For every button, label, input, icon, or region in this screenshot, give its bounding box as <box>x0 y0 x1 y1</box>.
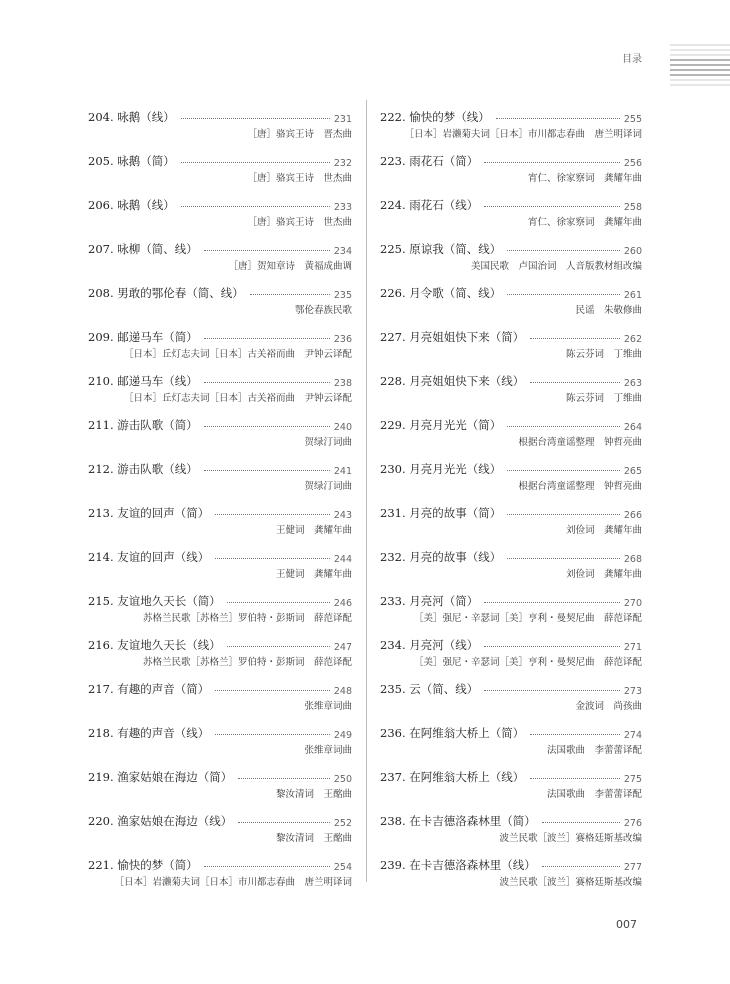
toc-entry-credit: ［唐］骆宾王诗 晋杰曲 <box>247 129 352 140</box>
toc-entry-page: 254 <box>333 862 352 873</box>
toc-entry[interactable] <box>88 147 352 191</box>
toc-title-line <box>380 279 642 301</box>
toc-entry-credit: ［日本］岩濑菊夫词［日本］市川都志春曲 唐兰明译词 <box>114 877 352 888</box>
toc-title-line <box>88 763 352 785</box>
toc-entry-page: 266 <box>623 510 642 521</box>
toc-entry-page: 238 <box>333 378 352 389</box>
toc-entry-page: 262 <box>623 334 642 345</box>
toc-entry-title: 219. 渔家姑娘在海边（简） <box>88 770 233 784</box>
toc-entry-credit: ［唐］骆宾王诗 世杰曲 <box>247 173 352 184</box>
toc-title-line <box>380 367 642 389</box>
toc-entry-page: 235 <box>333 290 352 301</box>
toc-entry-page: 232 <box>333 158 352 169</box>
toc-entry[interactable] <box>380 587 642 631</box>
toc-entry-credit: 宵仁、徐家察词 龚耀年曲 <box>527 173 642 184</box>
dot-leader <box>215 734 330 735</box>
toc-entry[interactable] <box>380 191 642 235</box>
dot-leader <box>530 338 620 339</box>
toc-entry-page: 260 <box>623 246 642 257</box>
toc-title-line <box>380 147 642 169</box>
toc-entry[interactable] <box>380 499 642 543</box>
toc-entry-credit: ［日本］丘灯志夫词［日本］古关裕而曲 尹钟云译配 <box>123 393 352 404</box>
toc-entry-page: 258 <box>623 202 642 213</box>
toc-entry-page: 246 <box>333 598 352 609</box>
dot-leader <box>484 690 620 691</box>
toc-entry-credit: ［美］强尼・辛瑟词［美］亨利・曼契尼曲 薛范译配 <box>413 613 642 624</box>
toc-entry-credit: 民谣 朱敬修曲 <box>575 305 642 316</box>
toc-entry[interactable] <box>88 851 352 895</box>
dot-leader <box>181 162 330 163</box>
toc-title-line <box>380 851 642 873</box>
toc-entry-page: 244 <box>333 554 352 565</box>
toc-entry-credit: 法国歌曲 李蕾蕾译配 <box>546 789 642 800</box>
toc-entry-credit: 王健词 龚耀年曲 <box>275 569 352 580</box>
page-number: 007 <box>616 918 637 931</box>
toc-entry-title: 212. 游击队歌（线） <box>88 462 198 476</box>
toc-entry[interactable] <box>88 763 352 807</box>
toc-title-line <box>88 631 352 653</box>
toc-entry-title: 226. 月令歌（简、线） <box>380 286 502 300</box>
toc-entry[interactable] <box>88 543 352 587</box>
toc-entry-page: 268 <box>623 554 642 565</box>
toc-entry[interactable] <box>88 455 352 499</box>
toc-entry-page: 231 <box>333 114 352 125</box>
toc-entry-title: 228. 月亮姐姐快下来（线） <box>380 374 525 388</box>
toc-entry-page: 240 <box>333 422 352 433</box>
dot-leader <box>507 558 620 559</box>
toc-entry-title: 234. 月亮河（线） <box>380 638 479 652</box>
toc-entry-title: 235. 云（简、线） <box>380 682 479 696</box>
toc-entry[interactable] <box>380 807 642 851</box>
toc-entry-title: 229. 月亮月光光（简） <box>380 418 502 432</box>
dot-leader <box>215 514 330 515</box>
toc-entry-page: 261 <box>623 290 642 301</box>
dot-leader <box>181 118 330 119</box>
dot-leader <box>484 646 620 647</box>
dot-leader <box>227 646 330 647</box>
toc-entry-credit: 宵仁、徐家察词 龚耀年曲 <box>527 217 642 228</box>
toc-entry-page: 273 <box>623 686 642 697</box>
toc-entry[interactable] <box>380 367 642 411</box>
toc-entry-title: 218. 有趣的声音（线） <box>88 726 210 740</box>
toc-entry-page: 277 <box>623 862 642 873</box>
toc-entry[interactable] <box>88 323 352 367</box>
toc-entry[interactable] <box>88 631 352 675</box>
toc-entry[interactable] <box>380 675 642 719</box>
toc-entry-page: 247 <box>333 642 352 653</box>
toc-entry[interactable] <box>88 499 352 543</box>
toc-entry-page: 271 <box>623 642 642 653</box>
toc-entry-credit: 苏格兰民歌［苏格兰］罗伯特・彭斯词 薛范译配 <box>142 657 352 668</box>
dot-leader <box>238 822 330 823</box>
dot-leader <box>204 338 330 339</box>
toc-entry-title: 236. 在阿维翁大桥上（简） <box>380 726 525 740</box>
toc-title-line <box>88 543 352 565</box>
toc-title-line <box>380 631 642 653</box>
toc-entry[interactable] <box>380 411 642 455</box>
dot-leader <box>542 866 620 867</box>
dot-leader <box>484 206 620 207</box>
toc-entry[interactable] <box>380 719 642 763</box>
toc-title-line <box>88 807 352 829</box>
toc-entry-credit: 张维章词曲 <box>304 745 352 756</box>
toc-entry-page: 250 <box>333 774 352 785</box>
dot-leader <box>530 734 620 735</box>
toc-entry-title: 208. 男敢的鄂伦春（简、线） <box>88 286 244 300</box>
toc-entry-credit: 苏格兰民歌［苏格兰］罗伯特・彭斯词 薛范译配 <box>142 613 352 624</box>
toc-entry-title: 223. 雨花石（简） <box>380 154 479 168</box>
dot-leader <box>215 558 330 559</box>
toc-entry-credit: 刘俭词 龚耀年曲 <box>565 569 642 580</box>
toc-entry-page: 234 <box>333 246 352 257</box>
toc-entry-title: 227. 月亮姐姐快下来（简） <box>380 330 525 344</box>
toc-entry-title: 238. 在卡吉德洛森林里（简） <box>380 814 536 828</box>
toc-entry-credit: ［日本］丘灯志夫词［日本］古关裕而曲 尹钟云译配 <box>123 349 352 360</box>
toc-title-line <box>380 499 642 521</box>
toc-entry[interactable] <box>88 807 352 851</box>
toc-entry-title: 231. 月亮的故事（简） <box>380 506 502 520</box>
toc-title-line <box>380 455 642 477</box>
toc-entry-title: 225. 原谅我（简、线） <box>380 242 502 256</box>
toc-entry-title: 207. 咏柳（简、线） <box>88 242 198 256</box>
toc-entry[interactable] <box>88 719 352 763</box>
toc-entry-page: 252 <box>333 818 352 829</box>
toc-title-line <box>88 147 352 169</box>
toc-entry-credit: 波兰民歌［波兰］赛格廷斯基改编 <box>499 833 642 844</box>
dot-leader <box>204 382 330 383</box>
toc-title-line <box>88 587 352 609</box>
toc-entry-page: 275 <box>623 774 642 785</box>
toc-title-line <box>380 763 642 785</box>
toc-entry-page: 255 <box>623 114 642 125</box>
column-divider <box>366 100 367 882</box>
toc-title-line <box>380 235 642 257</box>
dot-leader <box>507 514 620 515</box>
toc-entry-page: 265 <box>623 466 642 477</box>
toc-title-line <box>88 323 352 345</box>
toc-entry-page: 236 <box>333 334 352 345</box>
toc-entry-title: 221. 愉快的梦（简） <box>88 858 198 872</box>
toc-entry-credit: ［唐］骆宾王诗 世杰曲 <box>247 217 352 228</box>
toc-entry[interactable] <box>380 103 642 147</box>
toc-entry-page: 233 <box>333 202 352 213</box>
dot-leader <box>507 250 620 251</box>
toc-entry-page: 270 <box>623 598 642 609</box>
toc-entry-credit: 刘俭词 龚耀年曲 <box>565 525 642 536</box>
toc-entry[interactable] <box>88 191 352 235</box>
toc-title-line <box>380 191 642 213</box>
toc-entry[interactable] <box>88 235 352 279</box>
toc-title-line <box>88 675 352 697</box>
dot-leader <box>484 602 620 603</box>
toc-entry-title: 220. 渔家姑娘在海边（线） <box>88 814 233 828</box>
toc-title-line <box>380 543 642 565</box>
toc-entry-credit: 陈云芬词 丁维曲 <box>565 393 642 404</box>
toc-title-line <box>380 411 642 433</box>
toc-entry[interactable] <box>380 851 642 895</box>
toc-entry-title: 215. 友谊地久天长（简） <box>88 594 221 608</box>
toc-entry-credit: ［唐］贺知章诗 黄福成曲调 <box>228 261 352 272</box>
toc-entry-title: 222. 愉快的梦（线） <box>380 110 490 124</box>
toc-entry[interactable] <box>88 367 352 411</box>
toc-entry-credit: ［美］强尼・辛瑟词［美］亨利・曼契尼曲 薛范译配 <box>413 657 642 668</box>
toc-entry-credit: 法国歌曲 李蕾蕾译配 <box>546 745 642 756</box>
toc-entry-title: 239. 在卡吉德洛森林里（线） <box>380 858 536 872</box>
dot-leader <box>204 866 330 867</box>
dot-leader <box>496 118 620 119</box>
dot-leader <box>542 822 620 823</box>
toc-title-line <box>88 851 352 873</box>
toc-entry[interactable] <box>88 675 352 719</box>
header-decoration <box>670 44 730 89</box>
toc-entry-page: 264 <box>623 422 642 433</box>
toc-entry-page: 256 <box>623 158 642 169</box>
toc-entry[interactable] <box>88 411 352 455</box>
dot-leader <box>507 426 620 427</box>
dot-leader <box>227 602 330 603</box>
toc-entry-credit: 根据台湾童谣整理 钟哲亮曲 <box>518 437 642 448</box>
dot-leader <box>507 470 620 471</box>
toc-entry-credit: 根据台湾童谣整理 钟哲亮曲 <box>518 481 642 492</box>
toc-entry-credit: 美国民歌 卢国治词 人音版教材组改编 <box>470 261 642 272</box>
toc-entry[interactable] <box>88 279 352 323</box>
dot-leader <box>530 778 620 779</box>
toc-entry-credit: 波兰民歌［波兰］赛格廷斯基改编 <box>499 877 642 888</box>
toc-entry-title: 209. 邮递马车（简） <box>88 330 198 344</box>
dot-leader <box>181 206 330 207</box>
toc-title-line <box>88 499 352 521</box>
toc-entry-title: 224. 雨花石（线） <box>380 198 479 212</box>
toc-entry[interactable] <box>380 147 642 191</box>
dot-leader <box>215 690 330 691</box>
toc-entry-page: 249 <box>333 730 352 741</box>
toc-title-line <box>88 367 352 389</box>
toc-entry-credit: 贺绿汀词曲 <box>304 437 352 448</box>
toc-column-right <box>380 103 642 895</box>
toc-entry[interactable] <box>88 103 352 147</box>
toc-entry[interactable] <box>380 455 642 499</box>
toc-entry-page: 248 <box>333 686 352 697</box>
dot-leader <box>484 162 620 163</box>
dot-leader <box>530 382 620 383</box>
toc-title-line <box>380 807 642 829</box>
toc-entry-page: 243 <box>333 510 352 521</box>
toc-entry-title: 216. 友谊地久天长（线） <box>88 638 221 652</box>
toc-entry[interactable] <box>380 543 642 587</box>
toc-title-line <box>88 455 352 477</box>
toc-entry-title: 210. 邮递马车（线） <box>88 374 198 388</box>
toc-title-line <box>380 675 642 697</box>
dot-leader <box>250 294 330 295</box>
toc-entry[interactable] <box>380 763 642 807</box>
toc-column-left <box>88 103 352 895</box>
toc-entry-credit: 张维章词曲 <box>304 701 352 712</box>
toc-entry-page: 274 <box>623 730 642 741</box>
toc-title-line <box>88 411 352 433</box>
toc-entry-title: 211. 游击队歌（简） <box>88 418 198 432</box>
dot-leader <box>238 778 330 779</box>
toc-entry-page: 241 <box>333 466 352 477</box>
toc-entry-credit: 贺绿汀词曲 <box>304 481 352 492</box>
toc-entry-title: 213. 友谊的回声（简） <box>88 506 210 520</box>
toc-entry-credit: 金波词 尚孩曲 <box>575 701 642 712</box>
dot-leader <box>204 470 330 471</box>
toc-entry-title: 214. 友谊的回声（线） <box>88 550 210 564</box>
toc-entry[interactable] <box>380 235 642 279</box>
toc-title-line <box>88 103 352 125</box>
toc-entry-title: 217. 有趣的声音（简） <box>88 682 210 696</box>
toc-entry-page: 276 <box>623 818 642 829</box>
header-title: 目录 <box>622 54 642 65</box>
toc-entry-credit: 鄂伦春族民歌 <box>294 305 352 316</box>
toc-entry[interactable] <box>88 587 352 631</box>
toc-entry-title: 232. 月亮的故事（线） <box>380 550 502 564</box>
toc-title-line <box>380 719 642 741</box>
toc-title-line <box>88 191 352 213</box>
dot-leader <box>204 250 330 251</box>
toc-title-line <box>380 323 642 345</box>
toc-entry-title: 205. 咏鹅（简） <box>88 154 175 168</box>
toc-entry-credit: 黎汝清词 王酩曲 <box>275 833 352 844</box>
toc-entry-title: 233. 月亮河（简） <box>380 594 479 608</box>
dot-leader <box>204 426 330 427</box>
toc-title-line <box>88 279 352 301</box>
toc-title-line <box>380 587 642 609</box>
toc-entry-title: 204. 咏鹅（线） <box>88 110 175 124</box>
toc-entry-title: 237. 在阿维翁大桥上（线） <box>380 770 525 784</box>
toc-entry[interactable] <box>380 323 642 367</box>
toc-entry-credit: 王健词 龚耀年曲 <box>275 525 352 536</box>
toc-entry[interactable] <box>380 631 642 675</box>
toc-entry[interactable] <box>380 279 642 323</box>
toc-entry-page: 263 <box>623 378 642 389</box>
toc-title-line <box>88 235 352 257</box>
toc-title-line <box>88 719 352 741</box>
toc-title-line <box>380 103 642 125</box>
toc-entry-credit: ［日本］岩濑菊夫词［日本］市川都志春曲 唐兰明译词 <box>404 129 642 140</box>
toc-entry-credit: 陈云芬词 丁维曲 <box>565 349 642 360</box>
dot-leader <box>507 294 620 295</box>
toc-entry-title: 206. 咏鹅（线） <box>88 198 175 212</box>
toc-entry-title: 230. 月亮月光光（线） <box>380 462 502 476</box>
toc-entry-credit: 黎汝清词 王酩曲 <box>275 789 352 800</box>
